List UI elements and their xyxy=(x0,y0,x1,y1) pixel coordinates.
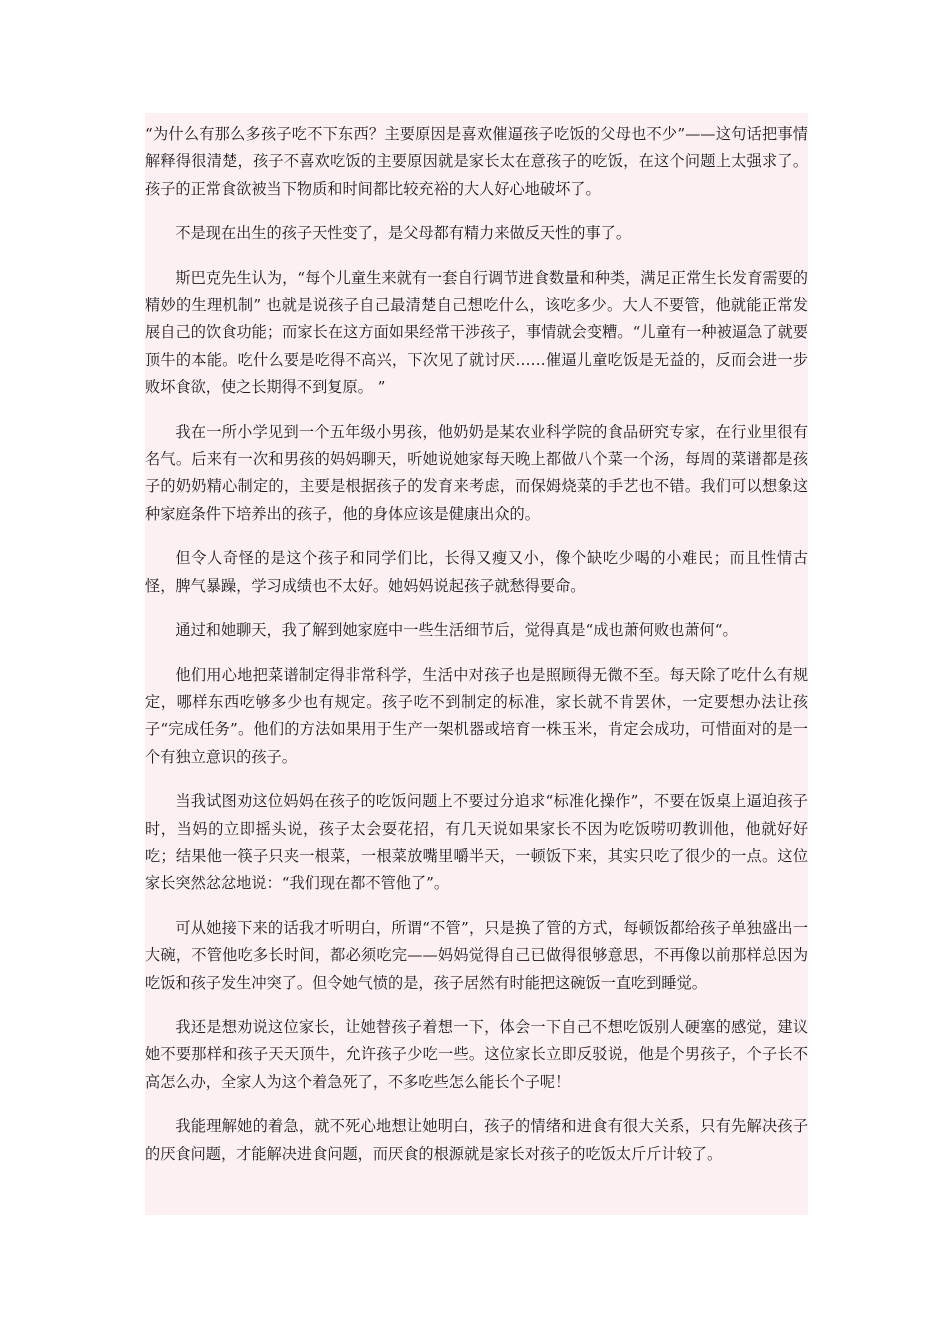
paragraph: 但令人奇怪的是这个孩子和同学们比，长得又瘦又小，像个缺吃少喝的小难民；而且性情古怪，脾气暴躁，学习成绩也不太好。她妈妈说起孩子就愁得要命。 xyxy=(145,549,808,595)
paragraph: 斯巴克先生认为，“每个儿童生来就有一套自行调节进食数量和种类，满足正常生长发育需要的精妙的生理机制” 也就是说孩子自己最清楚自己想吃什么，该吃多少。大人不要管，他就能正常发展自己的饮食功能；而家长在这方面如果经常干涉孩子，事情就会变糟。“儿童有一种被逼急了就要顶牛的本能。吃什么要是吃得不高兴，下次见了就讨厌……催逼儿童吃饭是无益的，反而会进一步败坏食欲，使之长期得不到复原。 ” xyxy=(145,268,808,397)
paragraph: 不是现在出生的孩子天性变了，是父母都有精力来做反天性的事了。 xyxy=(175,224,632,243)
paragraph: 我在一所小学见到一个五年级小男孩，他奶奶是某农业科学院的食品研究专家，在行业里很有名气。后来有一次和男孩的妈妈聊天，听她说她家每天晚上都做八个菜一个汤，每周的菜谱都是孩子的奶奶精心制定的，主要是根据孩子的发育来考虑，而保姆烧菜的手艺也不错。我们可以想象这种家庭条件下培养出的孩子，他的身体应该是健康出众的。 xyxy=(145,422,808,523)
paragraph: 通过和她聊天，我了解到她家庭中一些生活细节后，觉得真是“成也萧何败也萧何“。 xyxy=(175,621,738,640)
paragraph: 我还是想劝说这位家长，让她替孩子着想一下，体会一下自己不想吃饭别人硬塞的感觉，建议她不要那样和孩子天天顶牛，允许孩子少吃一些。这位家长立即反驳说，他是个男孩子，个子长不高怎么办，全家人为这个着急死了，不多吃些怎么能长个子呢！ xyxy=(145,1017,808,1091)
paragraph: 当我试图劝这位妈妈在孩子的吃饭问题上不要过分追求“标准化操作”，不要在饭桌上逼迫孩子时，当妈的立即摇头说，孩子太会耍花招，有几天说如果家长不因为吃饭唠叨教训他，他就好好吃；结果他一筷子只夹一根菜，一根菜放嘴里嚼半天，一顿饭下来，其实只吃了很少的一点。这位家长突然忿忿地说：“我们现在都不管他了”。 xyxy=(145,792,808,893)
paragraph: 我能理解她的着急，就不死心地想让她明白，孩子的情绪和进食有很大关系，只有先解决孩子的厌食问题，才能解决进食问题，而厌食的根源就是家长对孩子的吃饭太斤斤计较了。 xyxy=(145,1117,808,1163)
paragraph: “为什么有那么多孩子吃不下东西？主要原因是喜欢催逼孩子吃饭的父母也不少”——这句话把事情解释得很清楚，孩子不喜欢吃饭的主要原因就是家长太在意孩子的吃饭，在这个问题上太强求了。孩子的正常食欲被当下物质和时间都比较充裕的大人好心地破坏了。 xyxy=(145,125,808,198)
article-body xyxy=(145,113,808,1215)
paragraph: 可从她接下来的话我才听明白，所谓“不管”，只是换了管的方式，每顿饭都给孩子单独盛出一大碗，不管他吃多长时间，都必须吃完——妈妈觉得自己已做得很够意思，不再像以前那样总因为吃饭和孩子发生冲突了。但令她气愤的是，孩子居然有时能把这碗饭一直吃到睡觉。 xyxy=(145,918,808,992)
paragraph: 他们用心地把菜谱制定得非常科学，生活中对孩子也是照顾得无微不至。每天除了吃什么有规定，哪样东西吃够多少也有规定。孩子吃不到制定的标准，家长就不肯罢休，一定要想办法让孩子“完成任务”。他们的方法如果用于生产一架机器或培育一株玉米，肯定会成功，可惜面对的是一个有独立意识的孩子。 xyxy=(145,665,808,766)
